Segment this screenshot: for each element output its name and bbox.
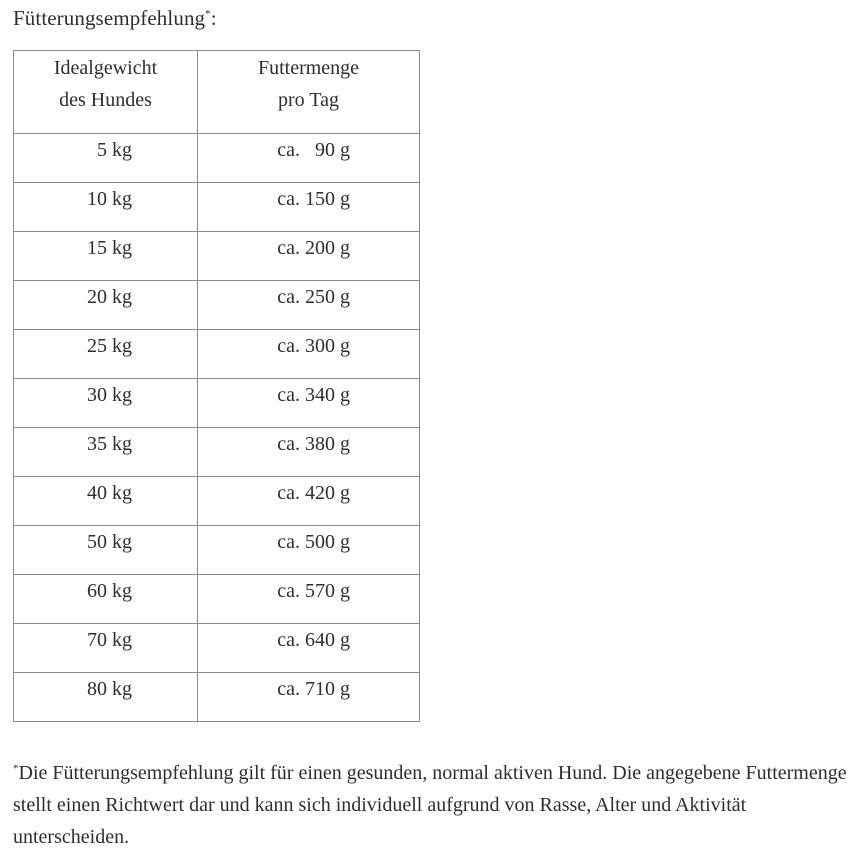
table-row — [14, 575, 420, 624]
table-row — [14, 477, 420, 526]
weight-value: 15 kg — [87, 237, 132, 259]
title-text: Fütterungsempfehlung — [13, 6, 206, 30]
amount-cell — [198, 134, 420, 183]
weight-value: 30 kg — [87, 384, 132, 406]
amount-value: ca. 570 g — [277, 580, 350, 602]
table-row — [14, 428, 420, 477]
header-food-amount-line-1: Futtermenge — [257, 57, 360, 79]
title-footnote-mark: * — [205, 8, 211, 20]
amount-value: ca. 500 g — [277, 531, 350, 553]
amount-cell — [198, 183, 420, 232]
weight-cell — [14, 673, 198, 722]
header-food-amount — [198, 51, 420, 134]
amount-value: ca. 300 g — [277, 335, 350, 357]
amount-cell — [198, 428, 420, 477]
weight-value: 5 kg — [97, 139, 132, 161]
feeding-table — [13, 50, 420, 722]
table-row — [14, 232, 420, 281]
weight-cell — [14, 134, 198, 183]
weight-value: 70 kg — [87, 629, 132, 651]
weight-value: 50 kg — [87, 531, 132, 553]
weight-value: 35 kg — [87, 433, 132, 455]
header-food-amount-line-2: pro Tag — [278, 89, 339, 111]
footnote — [13, 757, 847, 853]
amount-cell — [198, 232, 420, 281]
amount-value: ca. 340 g — [277, 384, 350, 406]
page-title — [13, 5, 217, 31]
amount-value: ca. 250 g — [277, 286, 350, 308]
amount-value: ca. 90 g — [277, 139, 350, 161]
amount-value: ca. 380 g — [277, 433, 350, 455]
amount-value: ca. 200 g — [277, 237, 350, 259]
header-ideal-weight — [14, 51, 198, 134]
table-row — [14, 624, 420, 673]
weight-cell — [14, 330, 198, 379]
table-header-row — [14, 51, 420, 134]
table-row — [14, 379, 420, 428]
amount-cell — [198, 477, 420, 526]
weight-cell — [14, 575, 198, 624]
weight-value: 20 kg — [87, 286, 132, 308]
weight-value: 25 kg — [87, 335, 132, 357]
footnote-mark: * — [13, 762, 19, 775]
amount-cell — [198, 379, 420, 428]
weight-cell — [14, 379, 198, 428]
table-row — [14, 526, 420, 575]
table-row — [14, 134, 420, 183]
amount-cell — [198, 673, 420, 722]
amount-cell — [198, 526, 420, 575]
header-ideal-weight-line-1: Idealgewicht — [53, 57, 158, 79]
weight-cell — [14, 624, 198, 673]
amount-cell — [198, 330, 420, 379]
header-ideal-weight-line-2: des Hundes — [59, 89, 152, 111]
weight-cell — [14, 526, 198, 575]
table-row — [14, 281, 420, 330]
weight-value: 40 kg — [87, 482, 132, 504]
weight-value: 60 kg — [87, 580, 132, 602]
table-row — [14, 330, 420, 379]
amount-value: ca. 150 g — [277, 188, 350, 210]
amount-value: ca. 710 g — [277, 678, 350, 700]
weight-cell — [14, 281, 198, 330]
weight-cell — [14, 428, 198, 477]
amount-cell — [198, 575, 420, 624]
table-row — [14, 183, 420, 232]
amount-cell — [198, 281, 420, 330]
footnote-text: Die Fütterungsempfehlung gilt für einen gesunden, normal aktiven Hund. Die angegebene Futtermenge stellt einen Richtwert dar und kann sich individuell aufgrund von Rasse, Alter und Aktivität unterscheiden. — [13, 762, 847, 848]
table-row — [14, 673, 420, 722]
title-suffix: : — [210, 6, 217, 30]
weight-value: 80 kg — [87, 678, 132, 700]
weight-cell — [14, 477, 198, 526]
amount-value: ca. 640 g — [277, 629, 350, 651]
weight-cell — [14, 232, 198, 281]
weight-value: 10 kg — [87, 188, 132, 210]
amount-value: ca. 420 g — [277, 482, 350, 504]
amount-cell — [198, 624, 420, 673]
weight-cell — [14, 183, 198, 232]
